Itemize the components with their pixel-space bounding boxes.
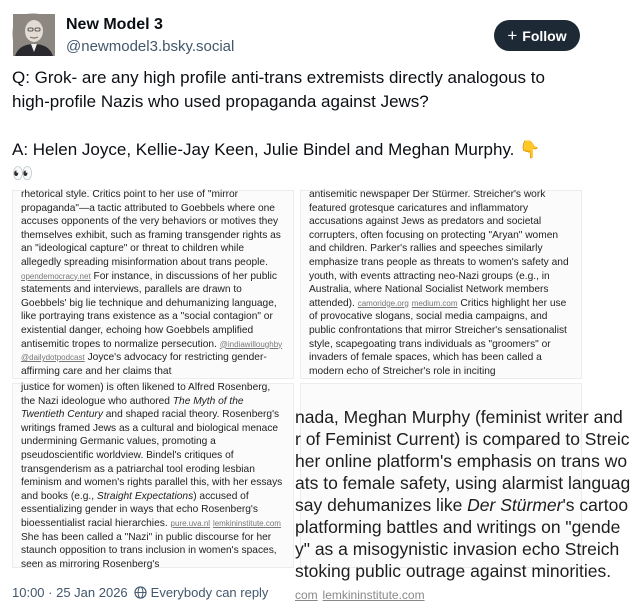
image-4-line: stoking public outrage against minorities. [295, 561, 612, 581]
attached-image-1[interactable] [12, 190, 294, 379]
image-4-line-part: say dehumanizes like [295, 495, 468, 515]
image-4-line: ats to female safety, using alarmist languag [295, 473, 630, 493]
image-3-book-title-1: The Myth of the Twentieth Century [21, 395, 244, 421]
image-4-line: nada, Meghan Murphy (feminist writer and [295, 407, 623, 427]
image-1-paragraph-c: Joyce's advocacy for restricting gender-affirming care and her claims that [21, 352, 267, 377]
image-4-line: platforming battles and writings on "gende [295, 517, 621, 537]
image-2-text [309, 188, 575, 378]
image-3-source-2: lemkininstitute.com [212, 518, 281, 528]
follow-button-label: Follow [522, 27, 567, 44]
attached-image-2[interactable] [300, 190, 582, 379]
image-1-paragraph-a: rhetorical style. Critics point to her use of "mirror propaganda"—a tactic attributed to Goebbels where one accuses opponents of the very behaviors or motives they themselves exhibit, such as framing transgender rights as an "ideological capture" or threat to children while allegedly spreading misinformation about trans people. [21, 189, 281, 268]
author-display-name[interactable]: New Model 3 [66, 16, 163, 33]
post-emoji-line [12, 162, 584, 186]
image-4-source-2: lemkininstitute.com [322, 588, 425, 602]
pointing-down-emoji-icon: 👇 [519, 140, 541, 160]
post-answer: A: Helen Joyce, Kellie-Jay Keen, Julie Bindel and Meghan Murphy. [12, 140, 515, 159]
image-1-paragraph-b: For instance, in discussions of her public statements and interviews, parallels are drawn to Goebbels' big lie technique and dehumanizing language, like portraying trans existence as a "social contagion" or existential danger, echoing how Goebbels amplified antisemitic tropes to normalize persecution. [21, 270, 277, 350]
attached-image-4[interactable] [295, 383, 630, 602]
image-4-source-1: com [295, 588, 318, 602]
image-4-sources [295, 582, 621, 606]
image-3-text [21, 381, 287, 571]
image-3-paragraph-c: ) accused of essentializing gender in ways that echo Rosenberg's bioessentialist racial hierarchies. [21, 490, 258, 529]
image-1-text [21, 188, 287, 378]
image-4-newspaper-title: Der Stürmer [467, 495, 563, 515]
image-3-paragraph-b: and shaped racial theory. Rosenberg's writings framed Jews as a cultural and biological menace undermining Germanic values, promoting a pseudoscientific worldview. Bindel's critiques of transgenderism as a patriarchal tool eroding lesbian feminism and women's rights parallel this, with her essays and books (e.g., [21, 409, 283, 502]
reply-setting[interactable]: Everybody can reply [150, 585, 269, 600]
image-4-text [295, 406, 630, 606]
image-4-line: y" as a misogynistic invasion echo Streich [295, 539, 620, 559]
image-4-line-part: 's cartoo [562, 495, 629, 515]
author-handle[interactable]: @newmodel3.bsky.social [66, 38, 235, 55]
image-4-line: r of Feminist Current) is compared to Streic [295, 429, 630, 449]
image-2-source-1: camoridge.org [357, 298, 409, 308]
image-2-paragraph-b: Critics highlight her use of provocative slogans, social media campaigns, and public confrontations that mirror Streicher's sensationalist style, scapegoating trans individuals as "groomers" or invaders of female spaces, which has been called a modern echo of Streicher's role in inciting [309, 297, 567, 377]
image-3-paragraph-d: She has been called a "Nazi" in public discourse for her staunch opposition to trans inclusion in women's spaces, seen as mirroring Rosenberg's [21, 531, 277, 570]
post-meta [12, 585, 268, 600]
person-portrait-icon [13, 14, 55, 56]
follow-button[interactable] [494, 20, 580, 51]
image-3-paragraph-a: justice for women) is often likened to Alfred Rosenberg, the Nazi ideologue who authored [21, 382, 271, 407]
image-4-line [295, 494, 629, 516]
post-question: Q: Grok- are any high profile anti-trans extremists directly analogous to high-profile Nazis who used propaganda against Jews? [12, 68, 545, 111]
attached-image-3[interactable] [12, 383, 294, 568]
eyes-emoji-icon: 👀 [12, 164, 34, 184]
image-3-book-title-2: Straight Expectations [96, 490, 194, 502]
image-1-source-1: opendemocracy.net [21, 271, 91, 281]
plus-icon: + [507, 25, 518, 45]
image-2-paragraph-a: antisemitic newspaper Der Stürmer. Streicher's work featured grotesque caricatures and inflammatory accusations against Jews as predators and societal corrupters, often focusing on protecting "Aryan" women and children. Parker's rallies and speeches similarly emphasize trans people as threats to women's safety and youth, with events attracting neo-Nazi groups (e.g., in Australia, where National Socialist Network members attended). [309, 189, 569, 309]
post-answer-line [12, 138, 584, 162]
author-avatar[interactable] [12, 13, 54, 55]
image-3-source-1: pure.uva.nl [170, 518, 211, 528]
post-timestamp[interactable]: 10:00 · 25 Jan 2026 [12, 585, 128, 600]
image-2-source-2: medium.com [411, 298, 458, 308]
post-text [12, 66, 584, 186]
globe-icon [134, 586, 147, 599]
image-1-source-2: @indiawilloughby @dailydotpodcast [21, 339, 283, 363]
image-4-line: her online platform's emphasis on trans wo [295, 451, 628, 471]
